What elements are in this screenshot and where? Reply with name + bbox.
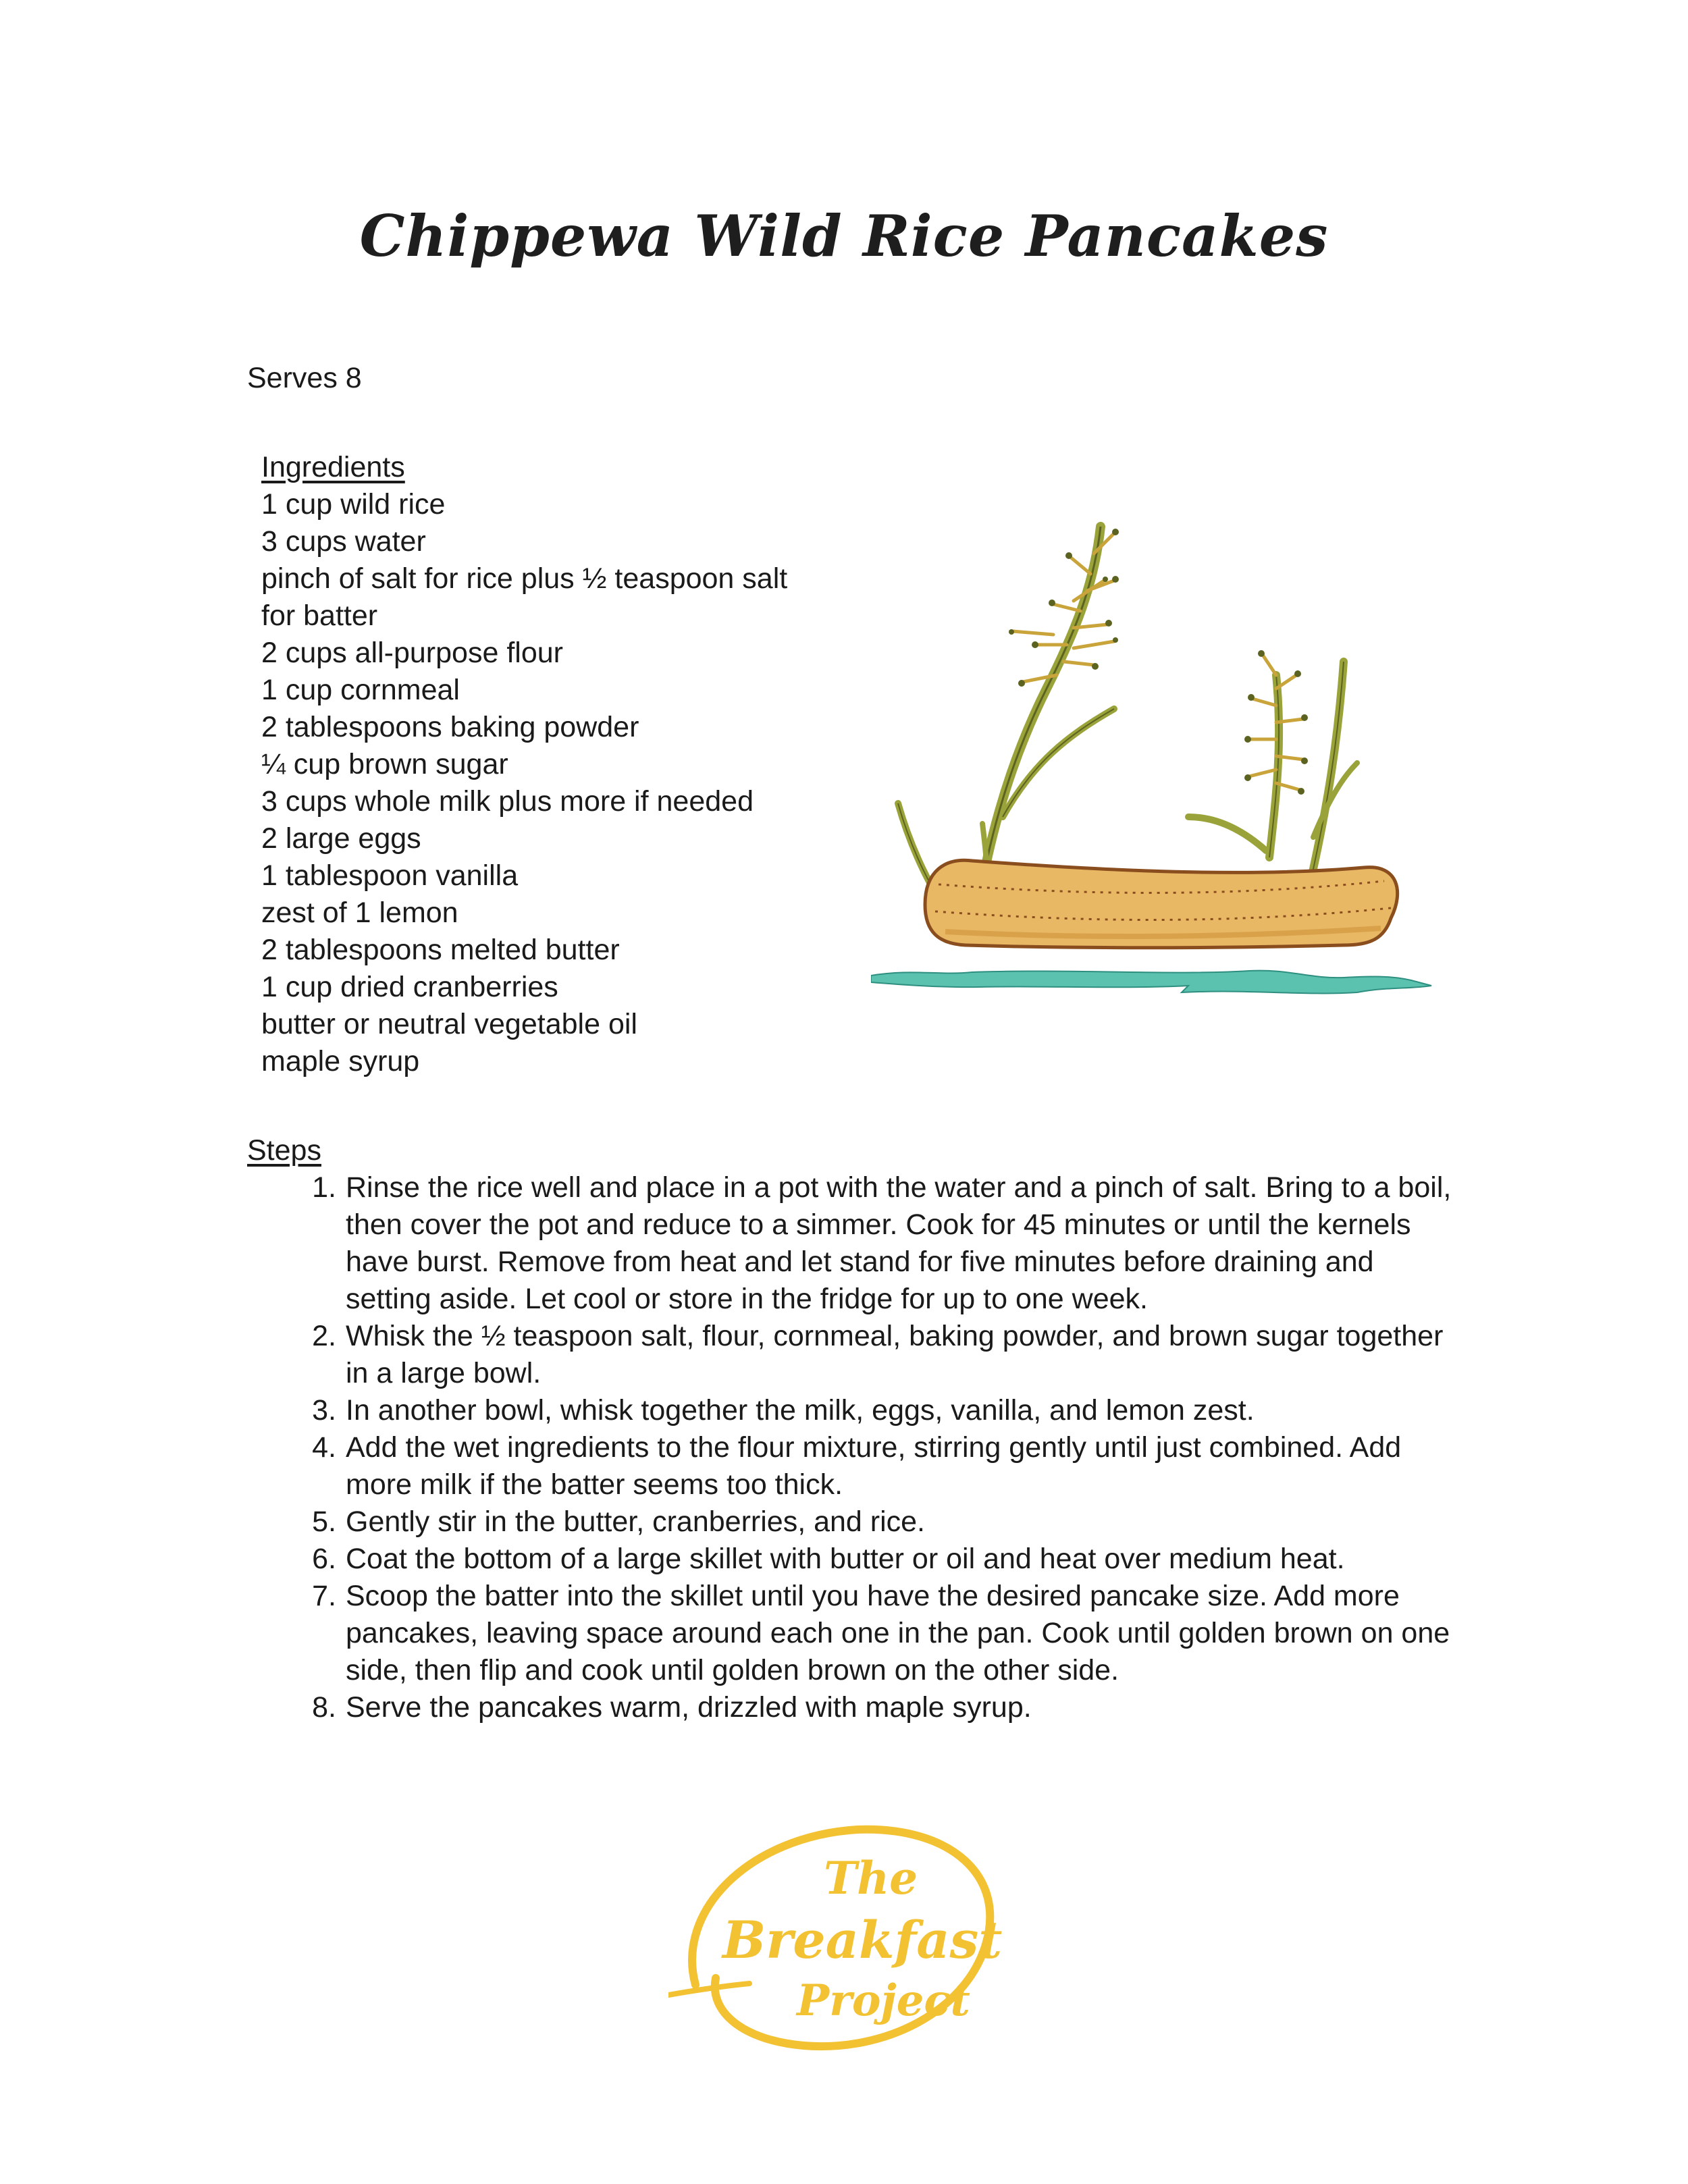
ingredient-item: 2 cups all-purpose flour: [261, 637, 563, 669]
ingredient-item: 1 cup wild rice: [261, 488, 446, 521]
step-number: 6.: [312, 1543, 336, 1575]
ingredients-section: [261, 449, 842, 1080]
step-item: [247, 1169, 1462, 1318]
logo-line-the: The: [824, 1852, 918, 1905]
ingredient-item: 2 large eggs: [261, 822, 421, 855]
step-number: 8.: [312, 1691, 336, 1724]
ingredient-item: for batter: [261, 600, 378, 632]
step-item: [247, 1429, 1462, 1503]
step-text: Rinse the rice well and place in a pot with the water and a pinch of salt. Bring to a boil, then cover the pot and reduce to a simmer. Cook for 45 minutes or until the kernels have burst. Remove from heat and let stand for five minutes before draining and setting aside. Let cool or store in the fridge for up to one week.: [346, 1171, 1452, 1315]
step-number: 2.: [312, 1320, 336, 1352]
step-text: Coat the bottom of a large skillet with butter or oil and heat over medium heat.: [346, 1543, 1345, 1575]
step-item: [247, 1503, 1462, 1541]
ingredient-item: zest of 1 lemon: [261, 897, 458, 929]
step-text: Add the wet ingredients to the flour mixture, stirring gently until just combined. Add more milk if the batter seems too thick.: [346, 1431, 1402, 1501]
step-number: 7.: [312, 1580, 336, 1612]
step-text: Scoop the batter into the skillet until you have the desired pancake size. Add more pancakes, leaving space around each one in the pan. Cook until golden brown on one side, then flip and cook until golden brown on the other side.: [346, 1580, 1450, 1686]
steps-list: [247, 1169, 1462, 1726]
steps-heading: Steps: [247, 1134, 321, 1167]
step-number: 3.: [312, 1394, 336, 1427]
step-text: In another bowl, whisk together the milk, eggs, vanilla, and lemon zest.: [346, 1394, 1255, 1427]
step-number: 4.: [312, 1431, 336, 1464]
step-item: [247, 1578, 1462, 1689]
serves-text: Serves 8: [247, 362, 362, 394]
step-number: 1.: [312, 1171, 336, 1204]
ingredient-item: maple syrup: [261, 1045, 420, 1077]
ingredient-item: 2 tablespoons melted butter: [261, 934, 620, 966]
ingredient-item: 3 cups whole milk plus more if needed: [261, 785, 754, 818]
ingredients-list: [261, 486, 842, 1080]
breakfast-project-logo: [668, 1809, 1020, 2066]
ingredient-item: pinch of salt for rice plus ½ teaspoon salt: [261, 562, 788, 595]
step-item: [247, 1318, 1462, 1392]
step-item: [247, 1392, 1462, 1429]
ingredient-item: 1 tablespoon vanilla: [261, 859, 519, 892]
ingredient-item: butter or neutral vegetable oil: [261, 1008, 637, 1040]
step-item: [247, 1689, 1462, 1726]
page-title: Chippewa Wild Rice Pancakes: [359, 203, 1329, 269]
step-text: Gently stir in the butter, cranberries, and rice.: [346, 1506, 926, 1538]
ingredient-item: 1 cup cornmeal: [261, 674, 460, 706]
ingredient-item: 3 cups water: [261, 525, 426, 558]
ingredient-item: 2 tablespoons baking powder: [261, 711, 639, 743]
ingredients-heading: Ingredients: [261, 451, 405, 483]
logo-line-breakfast: Breakfast: [722, 1910, 1003, 1970]
steps-section: [247, 1132, 1462, 1726]
step-text: Serve the pancakes warm, drizzled with maple syrup.: [346, 1691, 1032, 1724]
step-item: [247, 1541, 1462, 1578]
wild-rice-canoe-illustration: [871, 473, 1438, 1026]
logo-line-project: Project: [797, 1975, 970, 2026]
ingredient-item: 1 cup dried cranberries: [261, 971, 558, 1003]
step-number: 5.: [312, 1506, 336, 1538]
step-text: Whisk the ½ teaspoon salt, flour, cornmeal, baking powder, and brown sugar together in a large bowl.: [346, 1320, 1444, 1389]
ingredient-item: ¼ cup brown sugar: [261, 748, 508, 780]
